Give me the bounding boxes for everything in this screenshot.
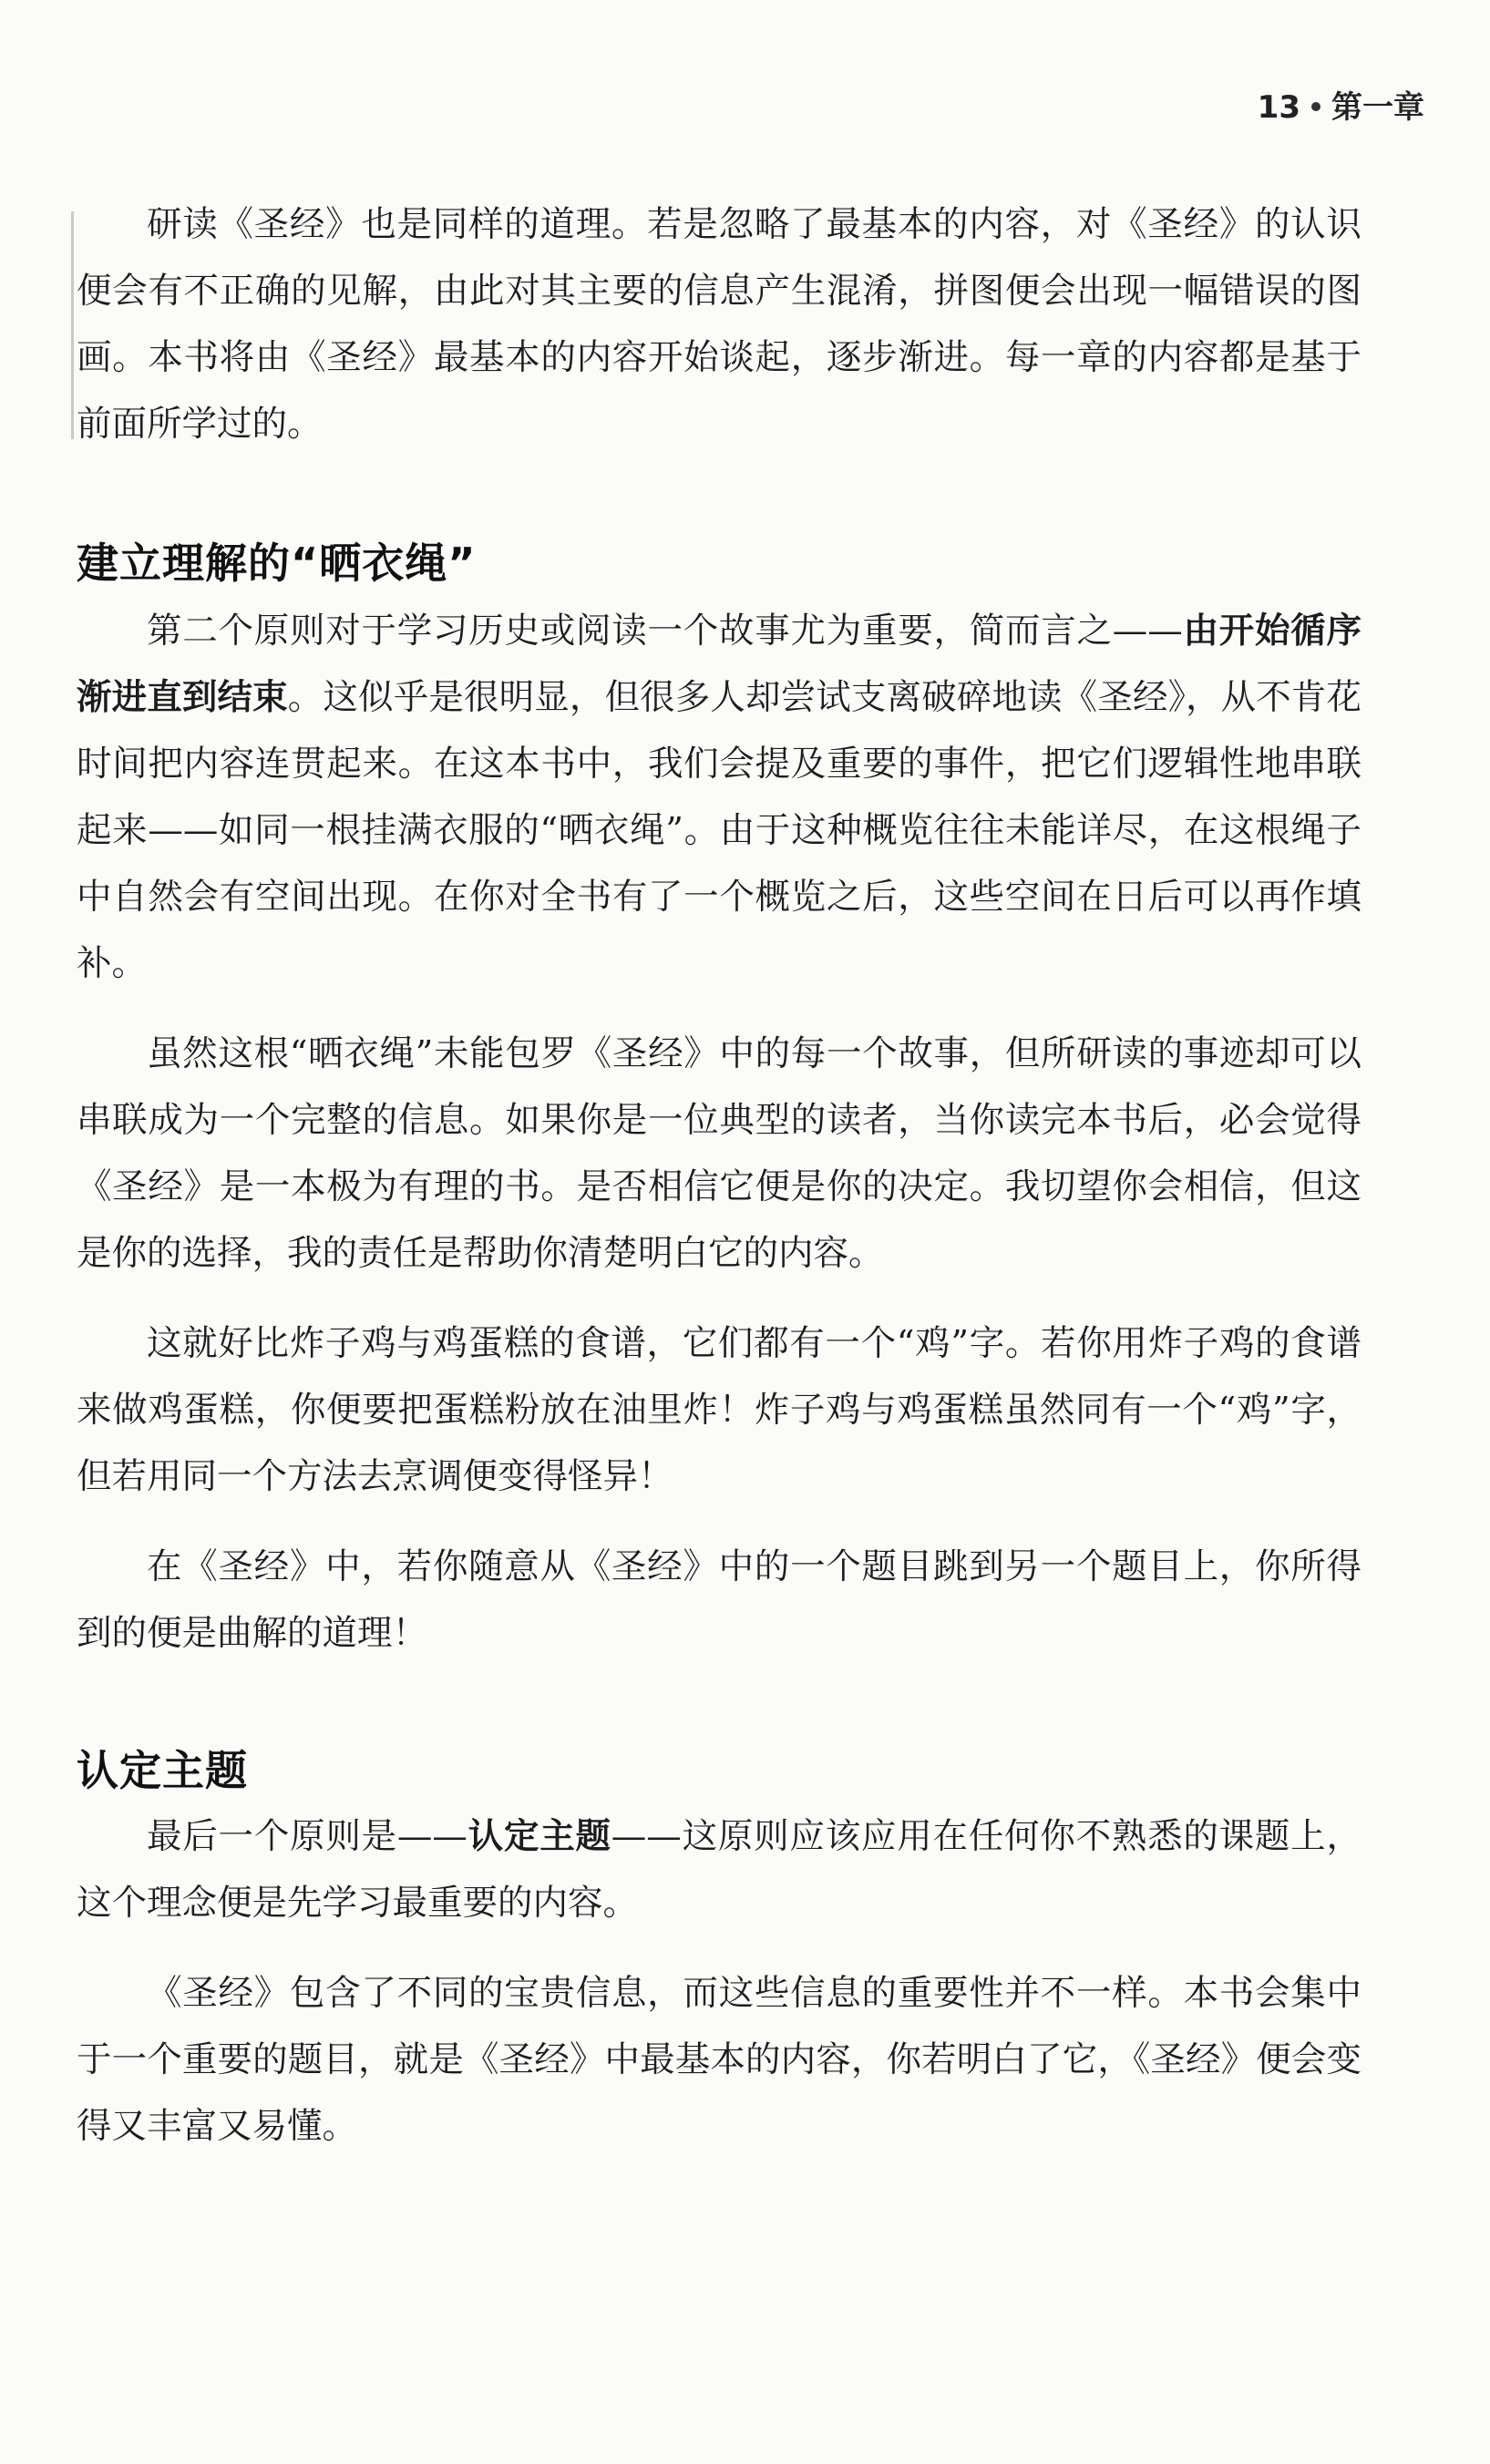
- paragraph-1: 研读《圣经》也是同样的道理。若是忽略了最基本的内容，对《圣经》的认识便会有不正确的见解，由此对其主要的信息产生混淆，拼图便会出现一幅错误的图画。本书将由《圣经》最基本的内容开始谈起，逐步渐进。每一章的内容都是基于前面所学过的。: [77, 204, 1362, 445]
- paragraph-2-lead: 第二个原则对于学习历史或阅读一个故事尤为重要，简而言之——: [147, 611, 1183, 652]
- page-body: [77, 191, 1362, 2160]
- chapter-title: 第一章: [1331, 89, 1424, 126]
- paragraph-2-rest: 。这似乎是很明显，但很多人却尝试支离破碎地读《圣经》，从不肯花时间把内容连贯起来。在这本书中，我们会提及重要的事件，把它们逻辑性地串联起来——如同一根挂满衣服的“晒衣绳”。由于这种概览往往未能详尽，在这根绳子中自然会有空间出现。在你对全书有了一个概览之后，这些空间在日后可以再作填补。: [77, 677, 1362, 984]
- paragraph-2-emphasis: 由开始循序渐进直到结束: [77, 611, 1362, 718]
- paragraph-6-emphasis: 认定主题: [467, 1816, 611, 1857]
- paragraph-6-rest: ——这原则应该应用在任何你不熟悉的课题上，这个理念便是先学习最重要的内容。: [77, 1816, 1362, 1924]
- paragraph-6: [77, 1803, 1362, 1936]
- paragraph-4: 这就好比炸子鸡与鸡蛋糕的食谱，它们都有一个“鸡”字。若你用炸子鸡的食谱来做鸡蛋糕，你便要把蛋糕粉放在油里炸！炸子鸡与鸡蛋糕虽然同有一个“鸡”字，但若用同一个方法去烹调便变得怪异！: [77, 1323, 1362, 1497]
- running-header: [1258, 89, 1424, 126]
- paragraph-3: 虽然这根“晒衣绳”未能包罗《圣经》中的每一个故事，但所研读的事迹却可以串联成为一个完整的信息。如果你是一位典型的读者，当你读完本书后，必会觉得《圣经》是一本极为有理的书。是否相信它便是你的决定。我切望你会相信，但这是你的选择，我的责任是帮助你清楚明白它的内容。: [77, 1033, 1362, 1274]
- page-number: 13: [1257, 89, 1300, 126]
- header-bullet-icon: [1311, 102, 1320, 111]
- paragraph-5: 在《圣经》中，若你随意从《圣经》中的一个题目跳到另一个题目上，你所得到的便是曲解的道理！: [77, 1546, 1362, 1654]
- paragraph-7: 《圣经》包含了不同的宝贵信息，而这些信息的重要性并不一样。本书会集中于一个重要的题目，就是《圣经》中最基本的内容，你若明白了它，《圣经》便会变得又丰富又易懂。: [77, 1973, 1362, 2147]
- paragraph-2: [77, 598, 1362, 997]
- scan-margin-mark: [71, 211, 74, 439]
- section-heading-clothesline: 建立理解的“晒衣绳”: [77, 539, 477, 588]
- paragraph-6-lead: 最后一个原则是——: [147, 1816, 468, 1857]
- section-heading-theme: 认定主题: [77, 1746, 248, 1795]
